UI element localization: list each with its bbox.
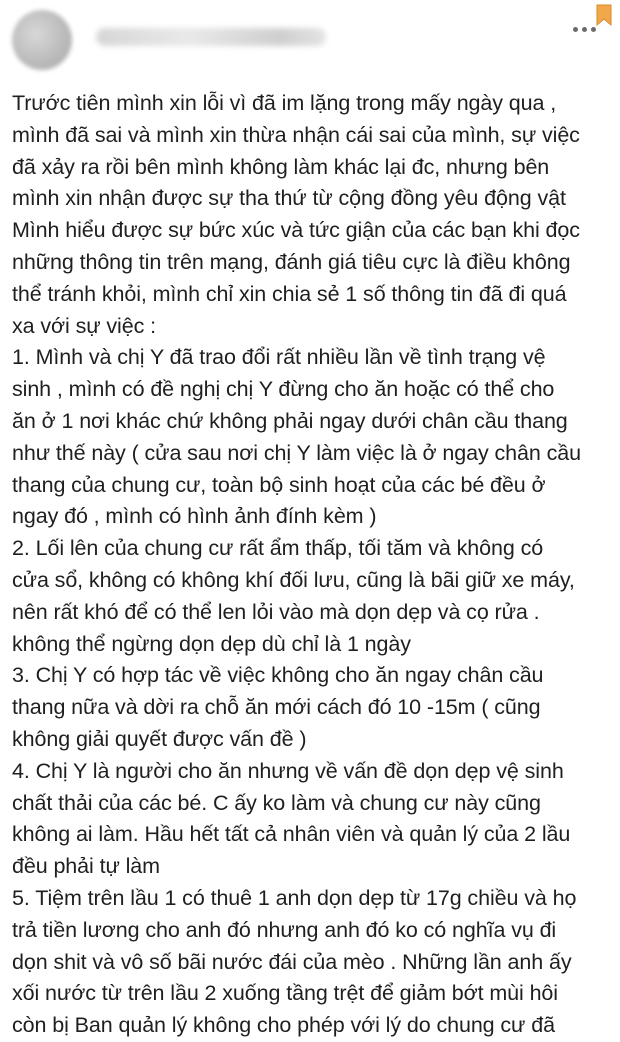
post-text-line: chất thải của các bé. C ấy ko làm và chung cư này cũng [12,790,541,815]
post-text-line: 5. Tiệm trên lầu 1 có thuê 1 anh dọn dẹp từ 17g chiều và họ [12,885,577,910]
post-text-line: 2. Lối lên của chung cư rất ẩm thấp, tối tăm và không có [12,536,544,561]
post-text-line: xa với sự việc : [12,313,156,338]
post-text-line: không giải quyết được vấn đề ) [12,726,307,751]
author-name[interactable] [96,28,326,46]
bookmark-icon[interactable] [596,4,612,26]
post-text-line: thang của chung cư, toàn bộ sinh hoạt của các bé đều ở [12,472,546,497]
post-text-line: cửa sổ, không có không khí đối lưu, cũng là bãi giữ xe máy, [12,567,575,592]
post-text-line: ăn ở 1 nơi khác chứ không phải ngay dưới chân cầu thang [12,408,568,433]
post-text-line: thang nữa và dời ra chỗ ăn mới cách đó 10 -15m ( cũng [12,695,541,720]
post-text-line: những thông tin trên mạng, đánh giá tiêu cực là điều không [12,249,571,274]
post-body [12,88,618,1042]
post-text-line: thể tránh khỏi, mình chỉ xin chia sẻ 1 số thông tin đã đi quá [12,281,567,306]
author-avatar[interactable] [12,10,72,70]
post-text-line: sinh , mình có đề nghị chị Y đừng cho ăn hoặc có thể cho [12,377,555,402]
post-text-line: 4. Chị Y là người cho ăn nhưng về vấn đề dọn dẹp vệ sinh [12,758,564,783]
post-text-line: đều phải tự làm [12,854,160,879]
post-text-line: mình xin nhận được sự tha thứ từ cộng đồng yêu động vật [12,186,566,211]
more-options-icon[interactable] [573,24,599,34]
post-text-line: nên rất khó để có thể len lỏi vào mà dọn dẹp và cọ rửa . [12,599,540,624]
post-text-line: như thế này ( cửa sau nơi chị Y làm việc là ở ngay chân cầu [12,440,581,465]
post-text-line: Mình hiểu được sự bức xúc và tức giận của các bạn khi đọc [12,218,580,243]
post-text-line: không ai làm. Hầu hết tất cả nhân viên và quản lý của 2 lầu [12,822,571,847]
post-text-line: dọn shit và vô số bãi nước đái của mèo . Những lần anh ấy [12,949,572,974]
post-header [0,0,620,84]
post-text-line: mình đã sai và mình xin thừa nhận cái sai của mình, sự việc [12,122,580,147]
post-text-line: không thể ngừng dọn dẹp dù chỉ là 1 ngày [12,631,411,656]
post-text-line: đã xảy ra rồi bên mình không làm khác lại đc, nhưng bên [12,154,550,179]
post-text-line: 1. Mình và chị Y đã trao đổi rất nhiều lần về tình trạng vệ [12,345,546,370]
post-text-line: ngay đó , mình có hình ảnh đính kèm ) [12,504,377,529]
post-text-line: 3. Chị Y có hợp tác về việc không cho ăn ngay chân cầu [12,663,544,688]
post-text-line: Trước tiên mình xin lỗi vì đã im lặng trong mấy ngày qua , [12,91,557,115]
post-text-line: trả tiền lương cho anh đó nhưng anh đó ko có nghĩa vụ đi [12,917,557,942]
post-text-line: xối nước từ trên lầu 2 xuống tầng trệt để giảm bớt mùi hôi [12,981,558,1006]
post-text-line: còn bị Ban quản lý không cho phép với lý do chung cư đã [12,1013,555,1038]
